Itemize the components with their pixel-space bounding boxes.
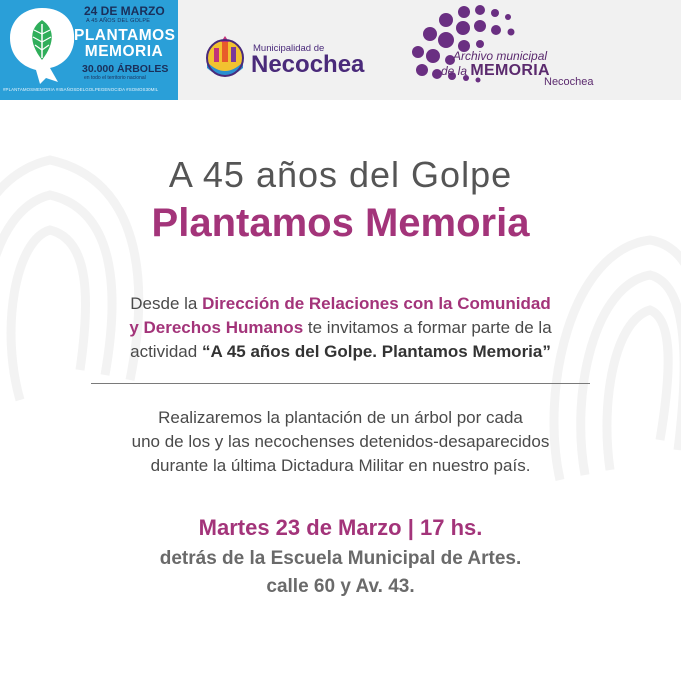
- activity-prefix: actividad: [130, 342, 198, 361]
- archive-city: Necochea: [544, 76, 594, 88]
- archive-title-line1: Archivo municipal: [453, 49, 548, 63]
- campaign-trees: 30.000 ÁRBOLES: [82, 63, 169, 75]
- organization-line2: y Derechos Humanos: [129, 318, 304, 337]
- campaign-territory: en todo el territorio nacional: [84, 75, 146, 81]
- description-paragraph: [40, 406, 641, 478]
- intro-middle: te invitamos a formar parte de la: [307, 318, 552, 337]
- archive-title-bold: MEMORIA: [470, 62, 550, 79]
- intro-line2: [40, 316, 641, 340]
- event-date-time: Martes 23 de Marzo | 17 hs.: [198, 515, 483, 540]
- archive-title-prefix: de la: [441, 64, 468, 78]
- campaign-logo: [0, 0, 178, 100]
- intro-line3: [40, 340, 641, 364]
- white-scarf-icon: [2, 2, 82, 86]
- municipality-name: Necochea: [251, 51, 365, 78]
- municipality-label: Municipalidad de: [253, 43, 325, 54]
- campaign-hashtags: #PLANTAMOSMEMORIA #45AÑOSDELGOLPEGENOCIDA #SOMOS30MIL: [3, 87, 159, 92]
- campaign-date: 24 DE MARZO: [84, 4, 165, 18]
- campaign-title-line2: MEMORIA: [84, 43, 164, 60]
- event-location-line2: calle 60 y Av. 43.: [266, 576, 415, 597]
- campaign-subtitle: A 45 AÑOS DEL GOLPE: [86, 18, 151, 24]
- description-line: Realizaremos la plantación de un árbol por cada: [158, 408, 523, 427]
- campaign-title-line1: PLANTAMOS: [74, 27, 176, 44]
- event-location-line1: detrás de la Escuela Municipal de Artes.: [159, 548, 522, 569]
- intro-line1: [40, 292, 641, 316]
- campaign-title: [74, 28, 174, 60]
- description-line: durante la última Dictadura Militar en nuestro país.: [150, 456, 531, 475]
- page-kicker: A 45 años del Golpe: [168, 154, 513, 195]
- municipality-crest-icon: [205, 34, 245, 80]
- page-title: Plantamos Memoria: [151, 201, 530, 245]
- intro-prefix: Desde la: [130, 294, 198, 313]
- intro-paragraph: [40, 292, 641, 364]
- organization-line1: Dirección de Relaciones con la Comunidad: [202, 294, 551, 313]
- activity-name: “A 45 años del Golpe. Plantamos Memoria”: [201, 342, 551, 361]
- description-line: uno de los y las necochenses detenidos-desaparecidos: [131, 432, 550, 451]
- divider: [91, 383, 590, 384]
- archive-title-line2: [441, 62, 550, 80]
- header-bar: [0, 0, 681, 100]
